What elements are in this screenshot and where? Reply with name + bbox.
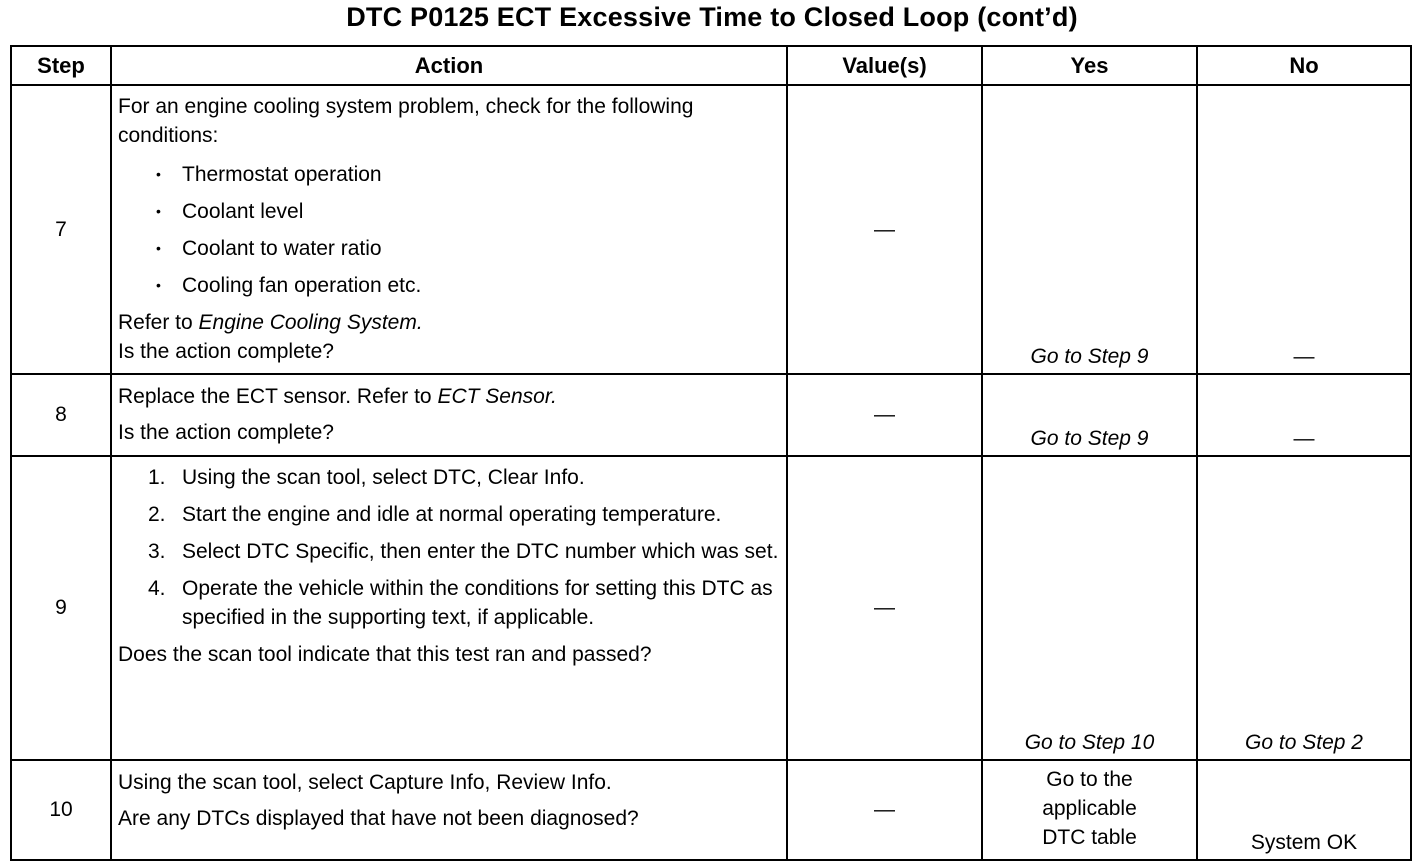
reference-link: ECT Sensor. <box>437 385 557 408</box>
no-cell <box>1197 85 1411 374</box>
list-item: 2. Start the engine and idle at normal operating temperature. <box>148 503 722 526</box>
no-result: — <box>1293 345 1315 368</box>
table-row-step-10 <box>11 760 1411 860</box>
action-question: Does the scan tool indicate that this test ran and passed? <box>118 643 652 666</box>
table-row-step-7 <box>11 85 1411 374</box>
yes-result: Go to Step 9 <box>1030 345 1149 368</box>
yes-result: Go to the applicable DTC table <box>1042 768 1137 849</box>
value-cell: — <box>787 760 982 860</box>
bullet-icon: • <box>156 166 161 182</box>
table-header-row <box>11 46 1411 85</box>
step-number: 7 <box>11 85 111 374</box>
step-number: 8 <box>11 374 111 456</box>
action-question: Are any DTCs displayed that have not been diagnosed? <box>118 807 639 830</box>
list-item: • Thermostat operation <box>118 156 780 193</box>
yes-cell <box>982 760 1197 860</box>
no-cell <box>1197 760 1411 860</box>
value-cell: — <box>787 456 982 760</box>
list-item: 1. Using the scan tool, select DTC, Clear Info. <box>148 466 585 489</box>
value-cell: — <box>787 374 982 456</box>
no-result: Go to Step 2 <box>1245 731 1363 754</box>
header-values: Value(s) <box>787 46 982 85</box>
procedure-list <box>118 463 780 632</box>
yes-cell <box>982 374 1197 456</box>
reference-link: Engine Cooling System. <box>198 311 423 334</box>
yes-result: Go to Step 10 <box>1024 731 1155 754</box>
diagnostic-table <box>10 45 1412 861</box>
action-line: Replace the ECT sensor. Refer to ECT Sensor. <box>118 385 557 408</box>
bullet-icon: • <box>156 277 161 293</box>
page-title: DTC P0125 ECT Excessive Time to Closed Loop (cont’d) <box>346 2 1078 32</box>
condition-list <box>118 156 780 304</box>
action-question: Is the action complete? <box>118 340 334 363</box>
list-item: • Coolant level <box>118 193 780 230</box>
value-cell: — <box>787 85 982 374</box>
step-number: 10 <box>11 760 111 860</box>
action-cell <box>111 456 787 760</box>
no-result: System OK <box>1250 831 1358 854</box>
action-cell <box>111 760 787 860</box>
table-row-step-8 <box>11 374 1411 456</box>
action-cell <box>111 374 787 456</box>
no-cell <box>1197 374 1411 456</box>
header-no: No <box>1197 46 1411 85</box>
list-item: 4. Operate the vehicle within the conditions for setting this DTC as specified in the supporting text, if applicable. <box>148 577 773 629</box>
list-item: 3. Select DTC Specific, then enter the DTC number which was set. <box>148 540 779 563</box>
bullet-icon: • <box>156 240 161 256</box>
header-yes: Yes <box>982 46 1197 85</box>
bullet-icon: • <box>156 203 161 219</box>
yes-cell <box>982 456 1197 760</box>
refer-line: Refer to Engine Cooling System. <box>118 311 423 334</box>
action-intro: For an engine cooling system problem, check for the following conditions: <box>118 95 694 147</box>
action-cell <box>111 85 787 374</box>
action-question: Is the action complete? <box>118 421 334 444</box>
table-row-step-9 <box>11 456 1411 760</box>
list-item: • Coolant to water ratio <box>118 230 780 267</box>
header-action: Action <box>111 46 787 85</box>
action-line: Using the scan tool, select Capture Info, Review Info. <box>118 771 612 794</box>
no-result: — <box>1293 427 1315 450</box>
list-item: • Cooling fan operation etc. <box>118 267 780 304</box>
header-step: Step <box>11 46 111 85</box>
no-cell <box>1197 456 1411 760</box>
yes-result: Go to Step 9 <box>1030 427 1149 450</box>
step-number: 9 <box>11 456 111 760</box>
yes-cell <box>982 85 1197 374</box>
